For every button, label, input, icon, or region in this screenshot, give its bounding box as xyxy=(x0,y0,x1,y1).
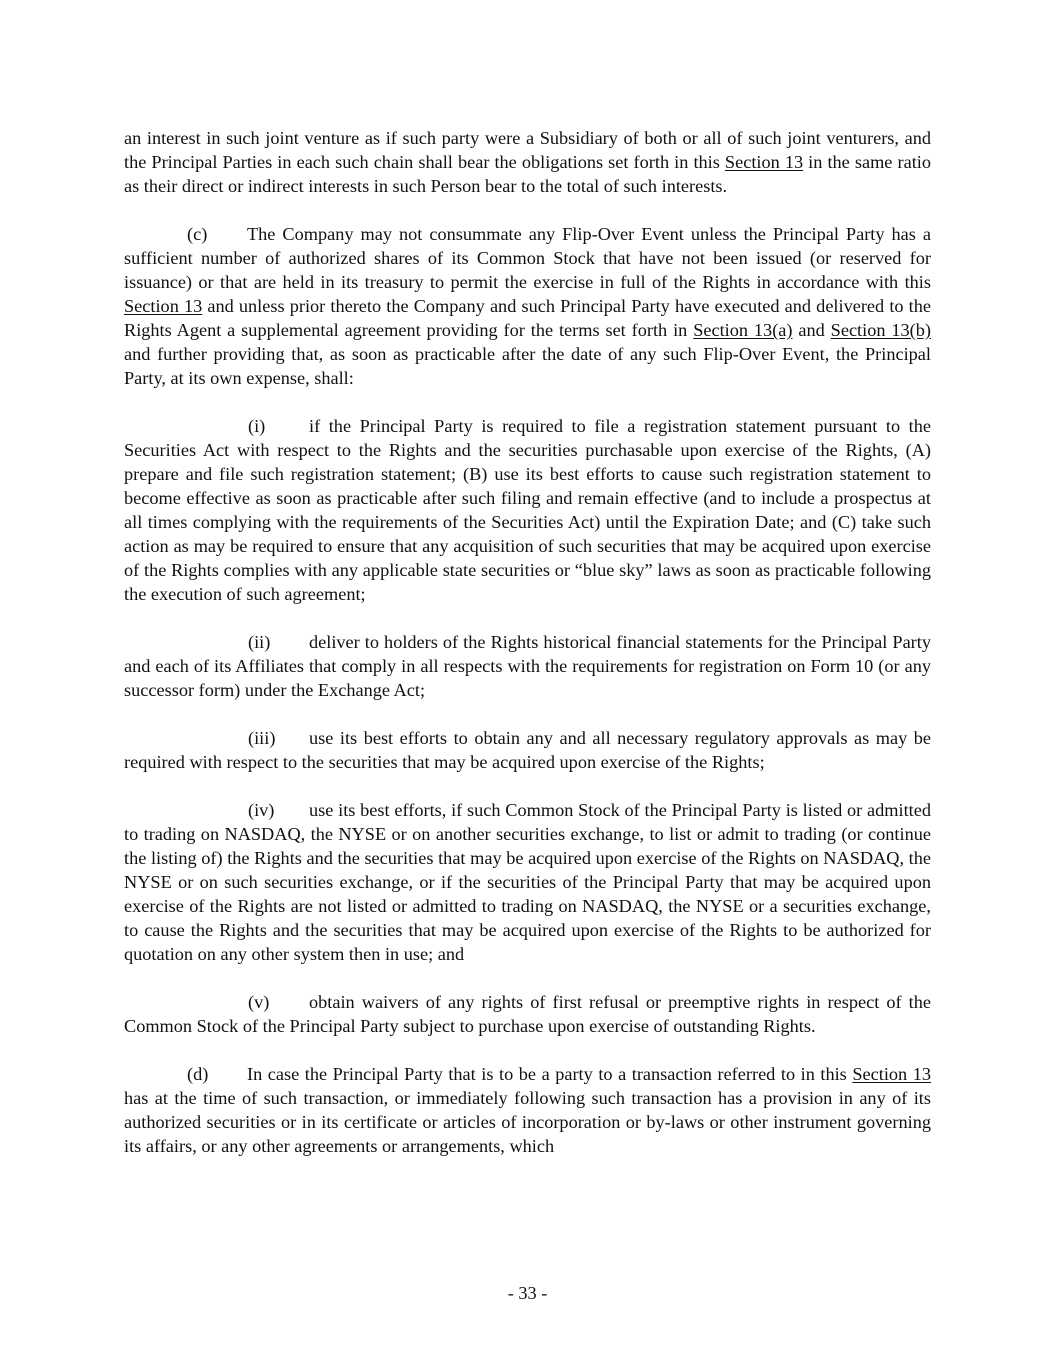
paragraph-number: (iv) xyxy=(248,800,275,820)
section-reference: Section 13 xyxy=(724,152,804,172)
text-run: obtain waivers of any rights of first refusal or preemptive rights in respect of the Common Stock of the Principal Party subject to purchase upon exercise of outstanding Rights. xyxy=(124,992,931,1036)
section-reference: Section 13 xyxy=(124,296,203,316)
paragraph-number: (v) xyxy=(248,992,270,1012)
section-reference: Section 13(a) xyxy=(693,320,793,340)
paragraph-d xyxy=(124,1062,931,1158)
text-run: deliver to holders of the Rights historical financial statements for the Principal Party and each of its Affiliates that comply in all respects with the requirements for registration on Form 10 (or any successor form) under the Exchange Act; xyxy=(124,632,931,700)
paragraph-number: (ii) xyxy=(248,632,271,652)
paragraph-continued xyxy=(124,126,931,198)
text-run: use its best efforts to obtain any and all necessary regulatory approvals as may be required with respect to the securities that may be acquired upon exercise of the Rights; xyxy=(124,728,931,772)
paragraph-ii xyxy=(124,630,931,702)
text-run: has at the time of such transaction, or immediately following such transaction has a provision in any of its authorized securities or in its certificate or articles of incorporation or by-laws or other instrument governing its affairs, or any other agreements or arrangements, which xyxy=(124,1088,931,1156)
text-run: and further providing that, as soon as practicable after the date of any such Flip-Over Event, the Principal Party, at its own expense, shall: xyxy=(124,344,931,388)
paragraph-number: (iii) xyxy=(248,728,276,748)
paragraph-v xyxy=(124,990,931,1038)
text-run: In case the Principal Party that is to be a party to a transaction referred to in this xyxy=(247,1064,853,1084)
paragraph-number: (d) xyxy=(187,1064,209,1084)
section-reference: Section 13 xyxy=(852,1064,932,1084)
text-run: and unless prior thereto the Company and such Principal Party have executed and delivered to the Rights Agent a supplemental agreement providing for the terms set forth in xyxy=(124,296,931,340)
paragraph-c xyxy=(124,222,931,390)
text-run: The Company may not consummate any Flip-Over Event unless the Principal Party has a sufficient number of authorized shares of its Common Stock that have not been issued (or reserved for issuance) or that are held in its treasury to permit the exercise in full of the Rights in accordance with this xyxy=(124,224,931,292)
paragraph-iv xyxy=(124,798,931,966)
text-run: in the same ratio as their direct or indirect interests in such Person bear to the total of such interests. xyxy=(124,152,931,196)
paragraph-number: (c) xyxy=(187,224,208,244)
text-run: and xyxy=(792,320,831,340)
page-number: - 33 - xyxy=(507,1283,548,1303)
text-run: if the Principal Party is required to file a registration statement pursuant to the Securities Act with respect to the Rights and the securities purchasable upon exercise of the Rights, (A) prepare and file such registration statement; (B) use its best efforts to cause such registration statement to become effective as soon as practicable after such filing and remain effective (and to include a prospectus at all times complying with the requirements of the Securities Act) until the Expiration Date; and (C) take such action as may be required to ensure that any acquisition of such securities that may be acquired upon exercise of the Rights complies with any applicable state securities or “blue sky” laws as soon as practicable following the execution of such agreement; xyxy=(124,416,931,604)
paragraph-i xyxy=(124,414,931,606)
paragraph-iii xyxy=(124,726,931,774)
text-run: use its best efforts, if such Common Stock of the Principal Party is listed or admitted to trading on NASDAQ, the NYSE or on another securities exchange, to list or admit to trading (or continue the listing of) the Rights and the securities that may be acquired upon exercise of the Rights on NASDAQ, the NYSE or on such securities exchange, or if the securities of the Principal Party that may be acquired upon exercise of the Rights are not listed or admitted to trading on NASDAQ, the NYSE or a securities exchange, to cause the Rights and the securities that may be acquired upon exercise of the Rights to be authorized for quotation on any other system then in use; and xyxy=(124,800,931,964)
text-run: an interest in such joint venture as if such party were a Subsidiary of both or all of such joint venturers, and the Principal Parties in each such chain shall bear the obligations set forth in this xyxy=(124,128,931,172)
section-reference: Section 13(b) xyxy=(830,320,931,340)
document-body xyxy=(124,126,931,1182)
paragraph-number: (i) xyxy=(248,416,266,436)
